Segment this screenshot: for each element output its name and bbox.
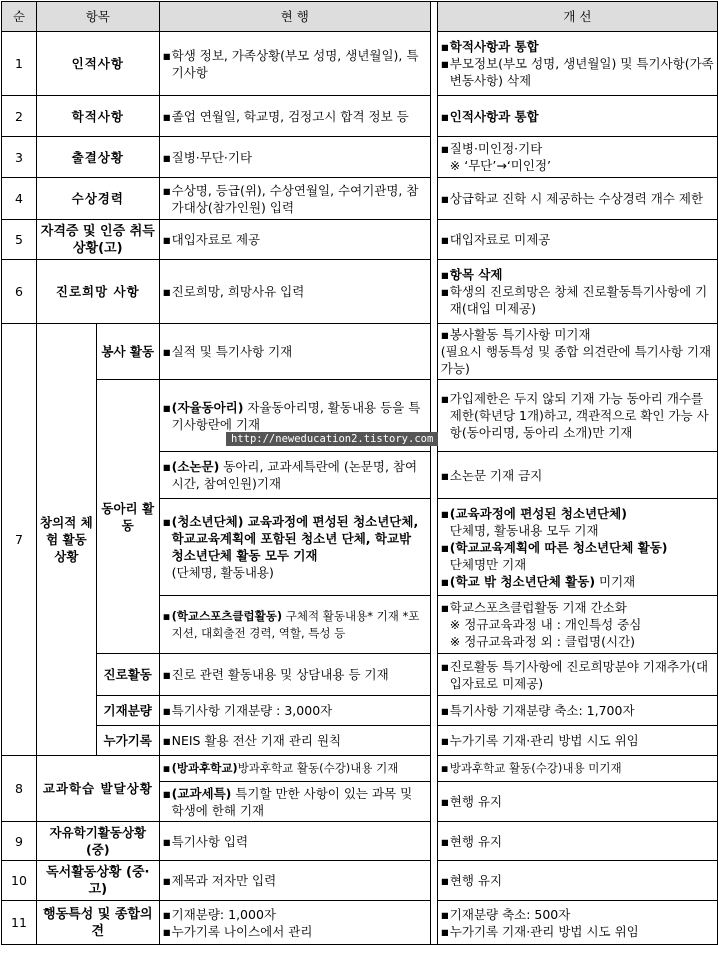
- improve-text: ▪ 방과후학교 활동(수강)내용 미기재: [441, 760, 714, 777]
- table-row: [2, 822, 718, 861]
- current-text: ▪ 대입자료로 제공: [163, 231, 427, 248]
- current-text: 구체적 활동내용* 기재 *포지션, 대회출전 경력, 역할, 특성 등: [171, 608, 420, 640]
- current-cell: [159, 452, 430, 499]
- improve-note: ※ 정규교육과정 외 : 클럽명(시간): [449, 634, 636, 649]
- improve-cell: [437, 726, 717, 756]
- row-number: 8: [2, 756, 37, 822]
- improve-cell: [437, 861, 717, 901]
- improve-text: ▪ 특기사항 기재분량 축소: 1,700자: [441, 702, 714, 719]
- improve-bold: ▪ (학교교육계획에 따른 청소년단체 활동): [441, 539, 714, 556]
- current-text: (단체명, 활동내용): [171, 565, 274, 580]
- improve-text: ▪ 학생의 진로희망은 창체 진로활동특기사항에 기재(대입 미제공): [441, 283, 714, 317]
- current-text: 동아리, 교과세특란에 (논문명, 참여시간, 참여인원)기재: [171, 459, 418, 491]
- improve-cell: [437, 96, 717, 137]
- row-number: 6: [2, 260, 37, 324]
- current-text: ▪ 제목과 저자만 입력: [163, 872, 427, 889]
- table-row: [2, 32, 718, 96]
- header-current: 현 행: [159, 2, 430, 32]
- improve-text: ▪ 대입자료로 미제공: [441, 231, 714, 248]
- header-num: 순: [2, 2, 37, 32]
- table-row: [2, 696, 718, 726]
- sub-category: 기재분량: [96, 696, 159, 726]
- current-cell: [159, 220, 430, 260]
- current-text: 특기할 만한 사항이 있는 과목 및 학생에 한해 기재: [171, 785, 413, 818]
- improve-cell: [437, 220, 717, 260]
- current-bold: (방과후학교): [171, 761, 238, 775]
- row-category: 행동특성 및 종합의견: [36, 901, 159, 945]
- improve-text: ▪ 부모정보(부모 성명, 생년월일) 및 특기사항(가족변동사항) 삭제: [441, 55, 714, 89]
- table-row: [2, 137, 718, 178]
- current-text: ▪ 수상명, 등급(위), 수상연월일, 수여기관명, 참가대상(참가인원) 입력: [163, 182, 427, 216]
- improve-cell: [437, 452, 717, 499]
- improve-text: 단체명만 기재: [449, 556, 527, 572]
- current-text: ▪ 기재분량: 1,000자: [163, 906, 427, 923]
- current-text: ▪ 특기사항 기재분량 : 3,000자: [163, 702, 427, 719]
- improve-text: ▪ 기재분량 축소: 500자: [441, 906, 714, 923]
- improve-cell: [437, 499, 717, 596]
- improve-text: ▪ 인적사항과 통합: [441, 108, 714, 125]
- table-row: [2, 901, 718, 945]
- current-cell: [159, 726, 430, 756]
- improve-note: ※ 정규교육과정 내 : 개인특성 중심: [449, 617, 642, 632]
- table-row: [2, 220, 718, 260]
- table-header-row: [2, 2, 718, 32]
- current-cell: [159, 696, 430, 726]
- row-category: 학적사항: [36, 96, 159, 137]
- row-number: 1: [2, 32, 37, 96]
- row-category: 수상경력: [36, 178, 159, 220]
- row-category: 창의적 체험 활동 상황: [36, 324, 96, 756]
- improve-text: ▪ 질병·미인정·기타: [441, 140, 714, 157]
- header-improve: 개 선: [437, 2, 717, 32]
- sub-category: 동아리 활동: [96, 380, 159, 654]
- current-bold: (청소년단체) 교육과정에 편성된 청소년단체, 학교교육계획에 포함된 청소년 단체, 학교밖 청소년단체 활동 모두 기재: [171, 514, 419, 563]
- current-cell: [159, 596, 430, 654]
- improve-text: ▪ 상급학교 진학 시 제공하는 수상경력 개수 제한: [441, 190, 714, 207]
- column-separator: [430, 2, 437, 945]
- table-row: [2, 96, 718, 137]
- table-row: [2, 654, 718, 696]
- current-text: 자율동아리명, 활동내용 등을 특기사항란에 기재: [171, 399, 421, 432]
- improve-text: ▪ 진로활동 특기사항에 진로희망분야 기재추가(대입자료로 미제공): [441, 658, 714, 692]
- improve-cell: [437, 380, 717, 452]
- current-cell: [159, 861, 430, 901]
- comparison-table: [1, 1, 718, 945]
- table-row: [2, 861, 718, 901]
- current-cell: [159, 901, 430, 945]
- improve-cell: [437, 324, 717, 380]
- current-cell: [159, 260, 430, 324]
- improve-cell: [437, 654, 717, 696]
- current-cell: [159, 822, 430, 861]
- table-row: [2, 726, 718, 756]
- current-cell: [159, 137, 430, 178]
- improve-cell: [437, 901, 717, 945]
- current-bold: (교과세특): [171, 785, 232, 801]
- row-category: 독서활동상황 (중·고): [36, 861, 159, 901]
- header-item: 항목: [36, 2, 159, 32]
- watermark-url: http://neweducation2.tistory.com: [226, 432, 438, 446]
- current-text: ▪ 특기사항 입력: [163, 833, 427, 850]
- improve-text: ▪ 항목 삭제: [441, 266, 714, 283]
- improve-text: ▪ 누가기록 기재·관리 방법 시도 위임: [441, 732, 714, 749]
- improve-text: 미기재: [595, 573, 636, 589]
- current-text: ▪ 졸업 연월일, 학교명, 검정고시 합격 정보 등: [163, 108, 427, 125]
- table-row: [2, 756, 718, 782]
- improve-cell: [437, 782, 717, 822]
- current-cell: [159, 756, 430, 782]
- improve-text: ▪ 누가기록 기재·관리 방법 시도 위임: [441, 923, 714, 940]
- table-row: [2, 178, 718, 220]
- table-row: [2, 260, 718, 324]
- current-text: ▪ 학생 정보, 가족상황(부모 성명, 생년월일), 특기사항: [163, 47, 427, 81]
- row-category: 자유학기활동상황(중): [36, 822, 159, 861]
- current-cell: [159, 499, 430, 596]
- current-text: ▪ 질병·무단·기타: [163, 149, 427, 166]
- improve-note: (필요시 행동특성 및 종합 의견란에 특기사항 기재 가능): [440, 344, 712, 376]
- improve-text: ▪ 소논문 기재 금지: [441, 467, 714, 484]
- current-text: ▪ 누가기록 나이스에서 관리: [163, 923, 427, 940]
- current-text: ▪ NEIS 활용 전산 기재 관리 원칙: [163, 732, 427, 749]
- table-row: [2, 324, 718, 380]
- improve-cell: [437, 178, 717, 220]
- improve-note: ※ ‘무단’→‘미인정’: [449, 158, 551, 173]
- sub-category: 봉사 활동: [96, 324, 159, 380]
- improve-cell: [437, 32, 717, 96]
- row-category: 교과학습 발달상황: [36, 756, 159, 822]
- improve-cell: [437, 260, 717, 324]
- row-category: 진로희망 사항: [36, 260, 159, 324]
- improve-text: ▪ 가입제한은 두지 않되 기재 가능 동아리 개수를 제한(학년당 1개)하고, 객관적으로 확인 가능 사항(동아리명, 동아리 소개)만 기재: [441, 390, 714, 441]
- current-cell: [159, 32, 430, 96]
- current-text: ▪ 진로희망, 희망사유 입력: [163, 283, 427, 300]
- current-cell: [159, 96, 430, 137]
- row-category: 출결상황: [36, 137, 159, 178]
- row-number: 5: [2, 220, 37, 260]
- improve-cell: [437, 596, 717, 654]
- improve-cell: [437, 756, 717, 782]
- sub-category: 진로활동: [96, 654, 159, 696]
- improve-cell: [437, 696, 717, 726]
- current-cell: [159, 782, 430, 822]
- row-number: 4: [2, 178, 37, 220]
- improve-text: ▪ 현행 유지: [441, 833, 714, 850]
- row-number: 9: [2, 822, 37, 861]
- current-cell: [159, 178, 430, 220]
- improve-text: ▪ 현행 유지: [441, 872, 714, 889]
- improve-text: 단체명, 활동내용 모두 기재: [449, 522, 599, 538]
- current-bold: (소논문): [171, 459, 220, 474]
- improve-cell: [437, 137, 717, 178]
- current-text: ▪ 실적 및 특기사항 기재: [163, 343, 427, 360]
- current-text: ▪ 진로 관련 활동내용 및 상담내용 등 기재: [163, 666, 427, 683]
- current-bold: (자율동아리): [171, 399, 244, 415]
- improve-text: ▪ 학교스포츠클럽활동 기재 간소화: [441, 599, 714, 616]
- row-category: 인적사항: [36, 32, 159, 96]
- row-number: 3: [2, 137, 37, 178]
- row-category: 자격증 및 인증 취득상황(고): [36, 220, 159, 260]
- current-text: 방과후학교 활동(수강)내용 기재: [237, 761, 399, 775]
- improve-text: ▪ 현행 유지: [441, 793, 714, 810]
- improve-bold: (학교 밖 청소년단체 활동): [449, 573, 596, 589]
- sub-category: 누가기록: [96, 726, 159, 756]
- improve-text: ▪ 학적사항과 통합: [441, 38, 714, 55]
- improve-bold: ▪ (교육과정에 편성된 청소년단체): [441, 505, 714, 522]
- current-bold: (학교스포츠클럽활동): [171, 608, 283, 623]
- improve-cell: [437, 822, 717, 861]
- improve-text: ▪ 봉사활동 특기사항 미기재: [441, 326, 714, 343]
- current-cell: [159, 654, 430, 696]
- row-number: 11: [2, 901, 37, 945]
- current-cell: [159, 324, 430, 380]
- row-number: 10: [2, 861, 37, 901]
- row-number: 7: [2, 324, 37, 756]
- row-number: 2: [2, 96, 37, 137]
